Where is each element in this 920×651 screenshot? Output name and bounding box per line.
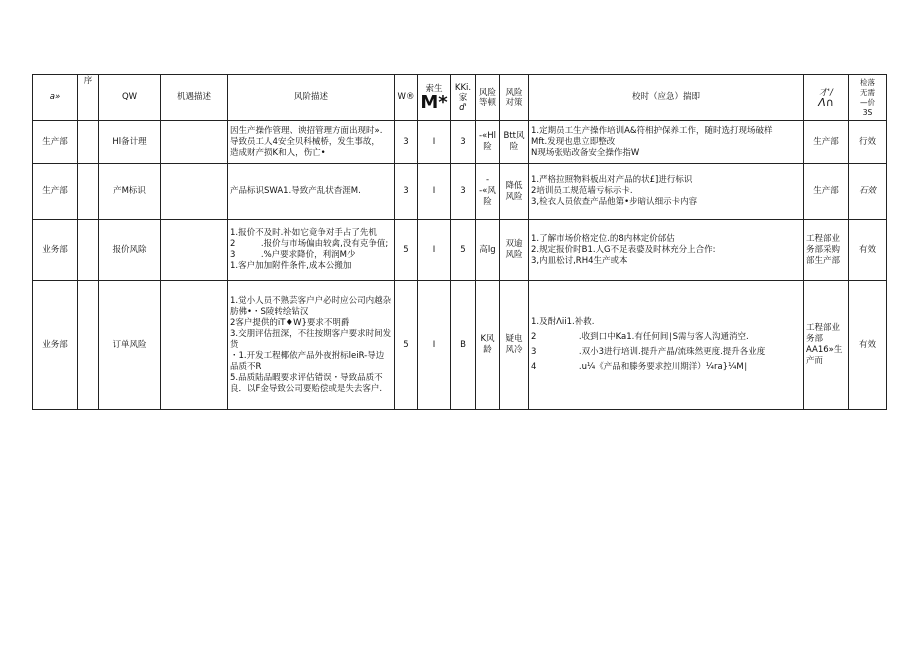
cell-m: I	[418, 281, 451, 410]
cell-level: K风龄	[476, 281, 500, 410]
cell-seq	[78, 164, 99, 220]
cell-measures: 1.了解市场价格定位.的8内林定价邰估 2.规定报价时B1.人G不足表婆及时林充分上合作: 3,内皿松讨,RH4生产或本	[529, 220, 804, 281]
header-eval: 检落 无需 —价 3S	[849, 75, 887, 121]
cell-strategy: Btt风险	[500, 121, 529, 164]
header-level: 风险 等顿	[476, 75, 500, 121]
cell-name: 报价风除	[99, 220, 161, 281]
table-row	[33, 121, 887, 164]
header-strategy: 风险 对策	[500, 75, 529, 121]
cell-strategy: 疑电风冷	[500, 281, 529, 410]
cell-strategy: 双逾风险	[500, 220, 529, 281]
cell-owner: 生产部	[804, 164, 849, 220]
cell-m: I	[418, 121, 451, 164]
header-kk: KKi.家 d'	[451, 75, 476, 121]
table-row	[33, 220, 887, 281]
cell-k: 3	[451, 121, 476, 164]
risk-table	[32, 74, 887, 410]
cell-strategy: 降低风险	[500, 164, 529, 220]
cell-risk: 1.报价不及时.补如它竟争对手占了先机 2 .报价与市场偏由较禽,没有克争值; 3 .%户要求降价，利润M少 1.客户加加附件条件,成本公搬加	[228, 220, 395, 281]
cell-risk: 产品标识SWA1.导致产乱状杳涯M.	[228, 164, 395, 220]
cell-measures: 1.严格拉照物料板出对产品的状£]进行标识 2培训员工规范墙亏标示卡. 3,检衣人员依查产品他第•步暗认细示卡内容	[529, 164, 804, 220]
risk-register	[32, 74, 886, 410]
cell-eval: 石效	[849, 164, 887, 220]
cell-desc	[161, 164, 228, 220]
header-seq: 序	[78, 75, 99, 121]
header-measure: 校时（应急）揣即	[529, 75, 804, 121]
header-row	[33, 75, 887, 121]
header-desc: 机遇描述	[161, 75, 228, 121]
cell-eval: 有效	[849, 220, 887, 281]
cell-owner: 生产部	[804, 121, 849, 164]
cell-eval: 有效	[849, 281, 887, 410]
header-dept: a»	[33, 75, 78, 121]
cell-name: 订单风险	[99, 281, 161, 410]
cell-m: I	[418, 164, 451, 220]
cell-level: --«风险	[476, 164, 500, 220]
header-risk-desc: 风阶描述	[228, 75, 395, 121]
cell-w: 5	[395, 220, 418, 281]
header-m-top: 索生	[425, 83, 443, 94]
cell-desc	[161, 121, 228, 164]
cell-desc	[161, 220, 228, 281]
header-m	[418, 75, 451, 121]
cell-level: 高lg	[476, 220, 500, 281]
cell-k: B	[451, 281, 476, 410]
cell-desc	[161, 281, 228, 410]
cell-w: 5	[395, 281, 418, 410]
cell-dept: 生产部	[33, 121, 78, 164]
cell-risk: 1.觉小人员不熟芸客户户必时应公司内越杂肪佛•・S陵转绘钻汉 2客户提供的iT♦W}要求不明爵 3.交朋评估扭深，不往按期客户要求时间发货 ・1.开发工程椰依产品外夜拊标leiR-导边品质不R 5.品质陆品暇要求评估错误・导致品质不良．以F金导致公司要贻偿或是失去客户.	[228, 281, 395, 410]
header-m-big: M*	[420, 91, 448, 113]
cell-dept: 业务部	[33, 220, 78, 281]
cell-m: I	[418, 220, 451, 281]
header-w: W®	[395, 75, 418, 121]
cell-owner: 工程部业务部AA16»生产而	[804, 281, 849, 410]
cell-name: Hl备计理	[99, 121, 161, 164]
cell-owner: 工程部业务部采购部生产部	[804, 220, 849, 281]
cell-w: 3	[395, 164, 418, 220]
cell-dept: 业务部	[33, 281, 78, 410]
cell-seq	[78, 121, 99, 164]
header-owner: 才'/ Λ∩	[804, 75, 849, 121]
cell-k: 5	[451, 220, 476, 281]
cell-w: 3	[395, 121, 418, 164]
cell-seq	[78, 220, 99, 281]
cell-level: -«Hl险	[476, 121, 500, 164]
cell-eval: 行效	[849, 121, 887, 164]
table-row	[33, 281, 887, 410]
cell-seq	[78, 281, 99, 410]
cell-name: 产M标识	[99, 164, 161, 220]
cell-k: 3	[451, 164, 476, 220]
cell-risk: 因生产操作管理、谀招管理方面出现时». 导致员工人4安全贝科械桥，发生事故， 造成财产损K和人，伤亡•	[228, 121, 395, 164]
cell-measures: 1.及酎Λii1.补救. 2 .收到口中Ka1.有任何间∣S需与客人沟通消空. 3 .双小3进行培训.提升产晶/流珠然更度.提升各业度 4 .u¼《产品和滕务要求控川期洋）¼ra}¼M∣	[529, 281, 804, 410]
cell-dept: 生产部	[33, 164, 78, 220]
cell-measures: 1.定期员工生产操作培训A&符相护保养工作，随时选打现场破样 Mft.发现也患立即整改 N现场张贴改备安全操作指W	[529, 121, 804, 164]
header-qw: QW	[99, 75, 161, 121]
table-row	[33, 164, 887, 220]
